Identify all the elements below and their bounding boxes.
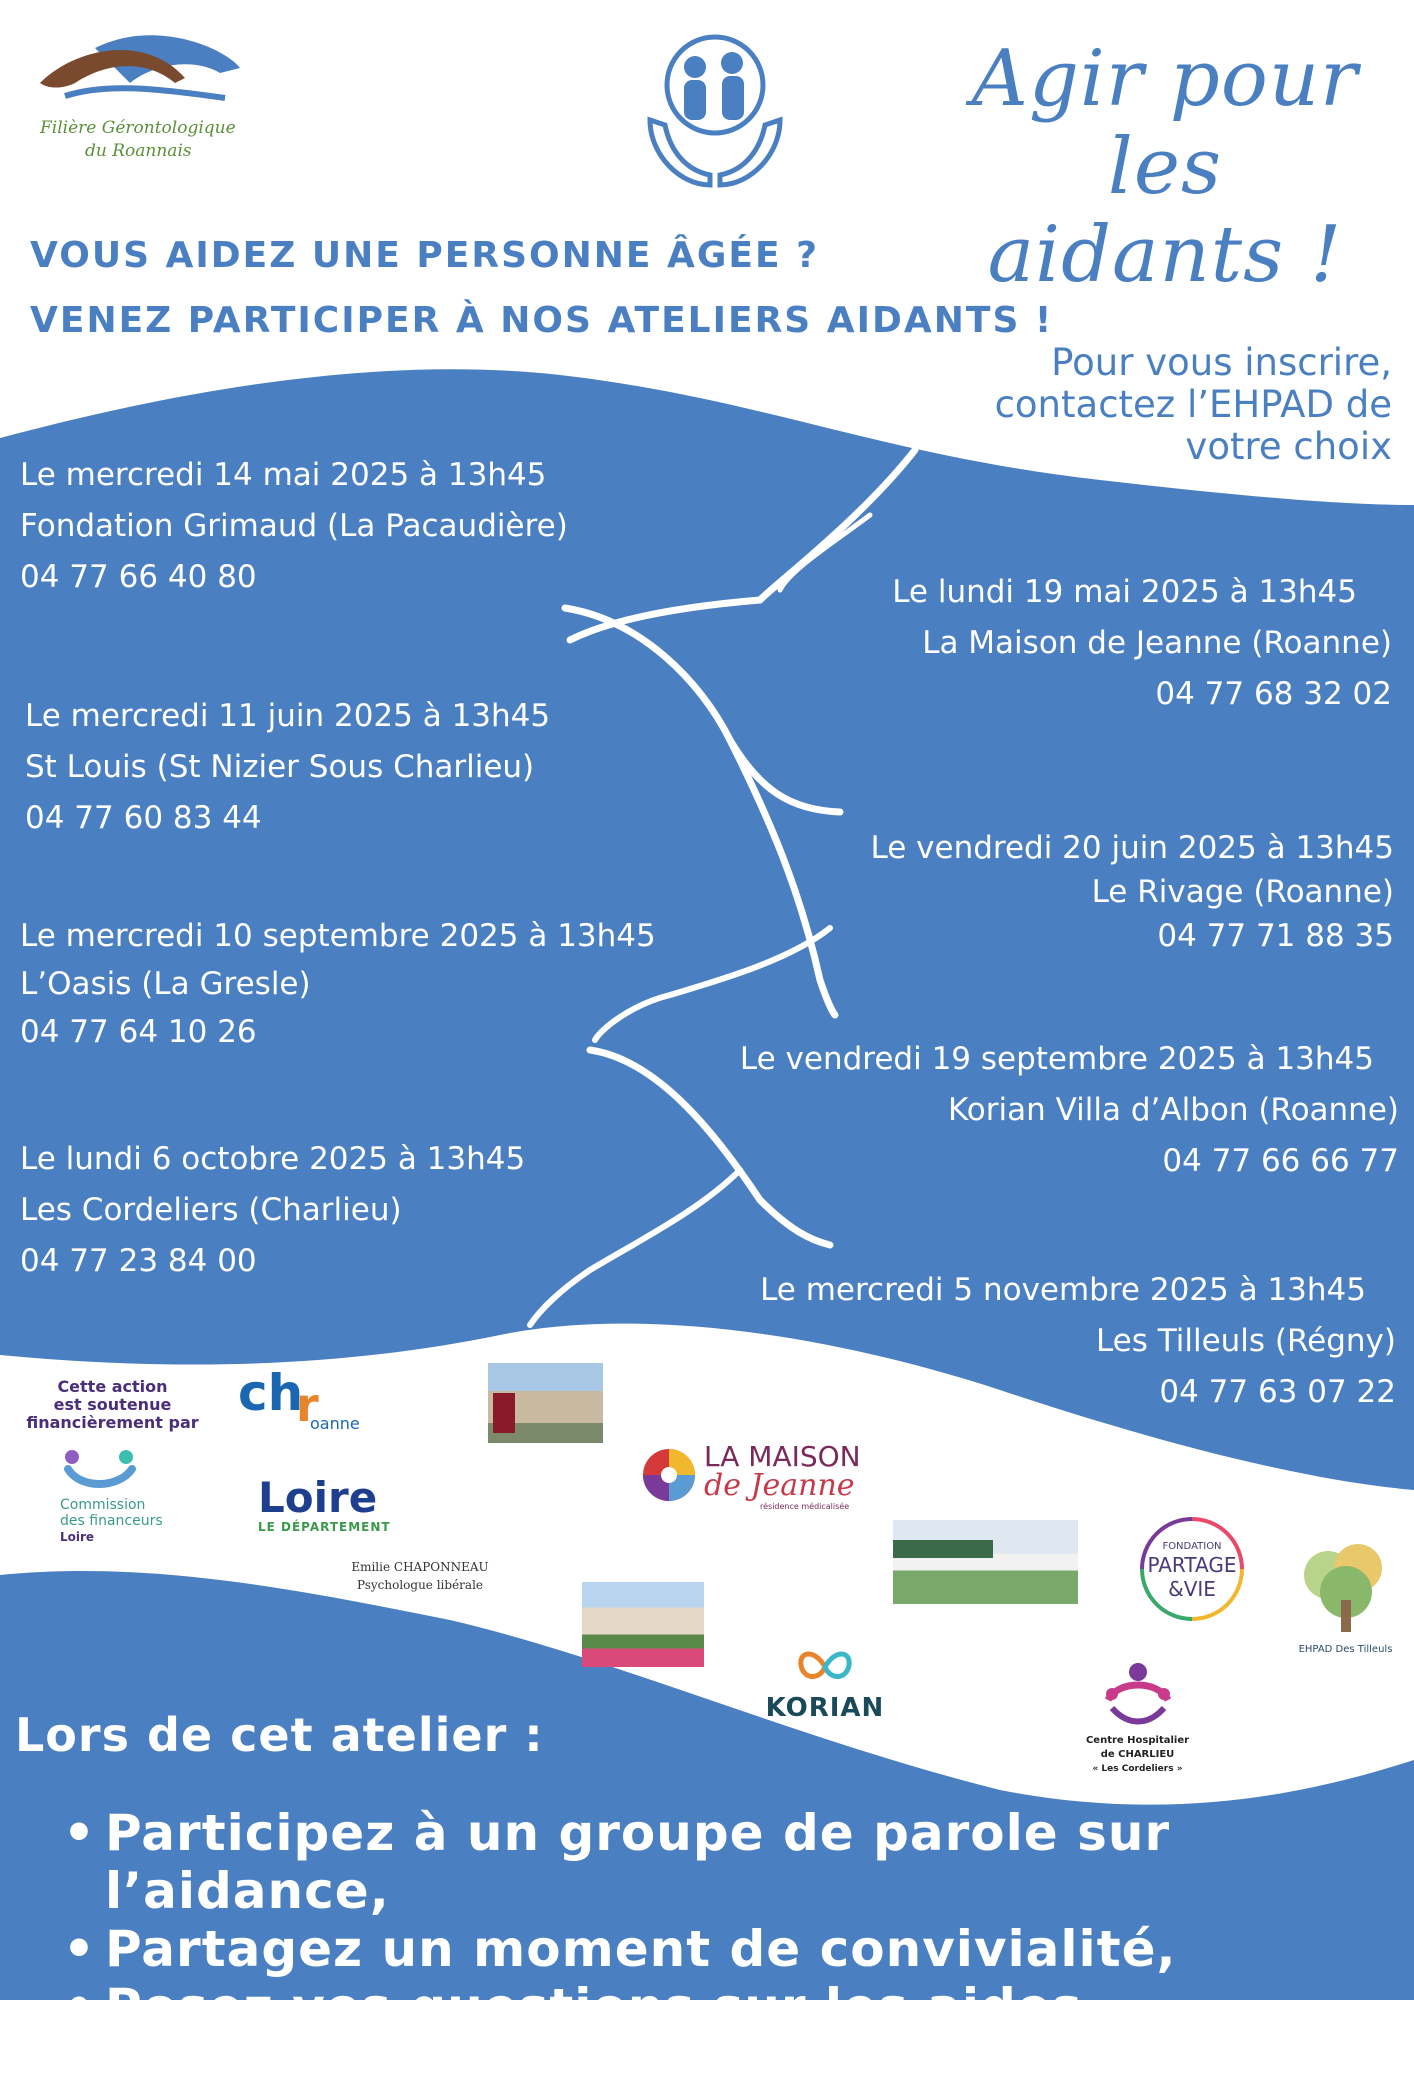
- fondation-line2: PARTAGE: [1147, 1553, 1237, 1577]
- commission-line1: Commission: [60, 1497, 146, 1513]
- korian-label: KORIAN: [765, 1693, 885, 1723]
- korian-butterfly-icon: [795, 1645, 855, 1689]
- event-date: Le vendredi 19 septembre 2025 à 13h45: [739, 1041, 1374, 1077]
- maison-line2: de Jeanne: [704, 1468, 855, 1503]
- event-date: Le lundi 6 octobre 2025 à 13h45: [20, 1141, 526, 1177]
- event-place: Korian Villa d’Albon (Roanne): [948, 1092, 1399, 1128]
- event-place: Le Rivage (Roanne): [1091, 874, 1394, 910]
- psy-role: Psychologue libérale: [356, 1578, 484, 1592]
- event-date: Le mercredi 14 mai 2025 à 13h45: [20, 457, 547, 493]
- support-line1: Cette action: [57, 1377, 168, 1396]
- ch-charlieu-logo: [1080, 1660, 1195, 1776]
- psychologue-credit: [340, 1558, 500, 1594]
- benefits-list: [55, 1804, 1414, 2094]
- event-place: La Maison de Jeanne (Roanne): [922, 625, 1392, 661]
- building-photo-1: [488, 1363, 603, 1443]
- commission-line2: des financeurs: [60, 1513, 163, 1529]
- fondation-partage-vie-logo: [1138, 1515, 1246, 1623]
- support-line2: est soutenue: [53, 1395, 172, 1414]
- chr-main-r: r: [296, 1378, 319, 1432]
- building-photo-2: [582, 1582, 704, 1667]
- loire-sub: LE DÉPARTEMENT: [258, 1520, 391, 1534]
- korian-logo: [755, 1645, 895, 1723]
- filiere-logo: [35, 28, 255, 178]
- benefit-item: • Participez à un groupe de parole sur l’aidance,: [55, 1804, 1414, 1920]
- support-text: [15, 1378, 210, 1432]
- event-place: Les Cordeliers (Charlieu): [20, 1192, 402, 1228]
- fondation-line1: FONDATION: [1162, 1541, 1222, 1552]
- commission-line3: Loire: [60, 1530, 95, 1544]
- event-date: Le vendredi 20 juin 2025 à 13h45: [870, 830, 1394, 866]
- event-6: [740, 1034, 1399, 1187]
- mandala-icon: [642, 1448, 696, 1502]
- building-photo-3: [893, 1520, 1078, 1604]
- event-date: Le mercredi 11 juin 2025 à 13h45: [25, 698, 551, 734]
- event-1: [20, 450, 568, 603]
- bridge-river-icon: [35, 28, 245, 108]
- page-title: [930, 35, 1400, 299]
- chr-sub: oanne: [310, 1414, 360, 1433]
- support-line3: financièrement par: [26, 1413, 199, 1432]
- title-line1: Agir pour les: [971, 34, 1359, 212]
- benefit-item: • Partagez un moment de convivialité,: [55, 1920, 1414, 1978]
- question-line1: VOUS AIDEZ UNE PERSONNE ÂGÉE ?: [30, 235, 819, 276]
- ch-line1: Centre Hospitalier: [1085, 1735, 1190, 1746]
- event-phone: 04 77 60 83 44: [25, 800, 262, 836]
- people-circle-icon: [1098, 1660, 1178, 1730]
- photo-roof: [893, 1540, 993, 1558]
- event-7: [20, 1134, 525, 1287]
- event-phone: 04 77 23 84 00: [20, 1243, 257, 1279]
- event-phone: 04 77 64 10 26: [20, 1014, 257, 1050]
- psy-name: Emilie CHAPONNEAU: [351, 1560, 489, 1574]
- contact-line3: votre choix: [1185, 425, 1392, 468]
- caregiver-hands-icon: [640, 25, 790, 195]
- event-3: [25, 691, 550, 844]
- fondation-line3: &VIE: [1168, 1577, 1216, 1601]
- filiere-name-line2: du Roannais: [85, 141, 192, 161]
- bottom-title: Lors de cet atelier :: [15, 1708, 544, 1762]
- event-place: Les Tilleuls (Régny): [1095, 1323, 1396, 1359]
- commission-logo: [60, 1445, 200, 1545]
- event-place: Fondation Grimaud (La Pacaudière): [20, 508, 568, 544]
- event-8: [760, 1265, 1396, 1418]
- event-date: Le lundi 19 mai 2025 à 13h45: [892, 574, 1357, 610]
- event-date: Le mercredi 10 septembre 2025 à 13h45: [20, 918, 656, 954]
- maison-de-jeanne-logo: [642, 1440, 861, 1512]
- event-phone: 04 77 66 66 77: [1162, 1143, 1399, 1179]
- question-line2: VENEZ PARTICIPER À NOS ATELIERS AIDANTS !: [30, 300, 1054, 341]
- event-phone: 04 77 68 32 02: [1155, 676, 1392, 712]
- event-5: [20, 912, 656, 1056]
- maison-sub: résidence médicalisée: [760, 1502, 850, 1511]
- benefit-item: • Posez vos questions sur les aides existantes.: [55, 1978, 1414, 2094]
- photo-sign: [493, 1393, 515, 1433]
- smile-icon: [60, 1445, 140, 1493]
- event-place: St Louis (St Nizier Sous Charlieu): [25, 749, 535, 785]
- event-phone: 04 77 71 88 35: [1157, 918, 1394, 954]
- event-phone: 04 77 63 07 22: [1159, 1374, 1396, 1410]
- filiere-name-line1: Filière Gérontologique: [40, 118, 236, 138]
- ehpad-tilleuls-logo: [1288, 1540, 1403, 1655]
- chr-main-ch: ch: [238, 1364, 304, 1422]
- event-place: L’Oasis (La Gresle): [20, 966, 311, 1002]
- ch-line2: de CHARLIEU: [1100, 1749, 1175, 1760]
- tilleuls-label: EHPAD Des Tilleuls: [1298, 1644, 1393, 1655]
- event-date: Le mercredi 5 novembre 2025 à 13h45: [760, 1272, 1366, 1308]
- title-line2: aidants !: [987, 210, 1343, 300]
- contact-line2: contactez l’EHPAD de: [994, 383, 1392, 426]
- ch-line3: « Les Cordeliers »: [1092, 1764, 1183, 1774]
- maison-line1: LA MAISON: [704, 1440, 861, 1473]
- event-2: [892, 567, 1392, 720]
- contact-line1: Pour vous inscrire,: [1051, 341, 1392, 384]
- event-phone: 04 77 66 40 80: [20, 559, 257, 595]
- loire-main: Loire: [258, 1473, 378, 1522]
- loire-departement-logo: [258, 1473, 408, 1534]
- event-4: [871, 826, 1395, 958]
- contact-info: [872, 342, 1392, 468]
- chr-roanne-logo: [238, 1364, 378, 1440]
- tree-icon: [1288, 1540, 1403, 1640]
